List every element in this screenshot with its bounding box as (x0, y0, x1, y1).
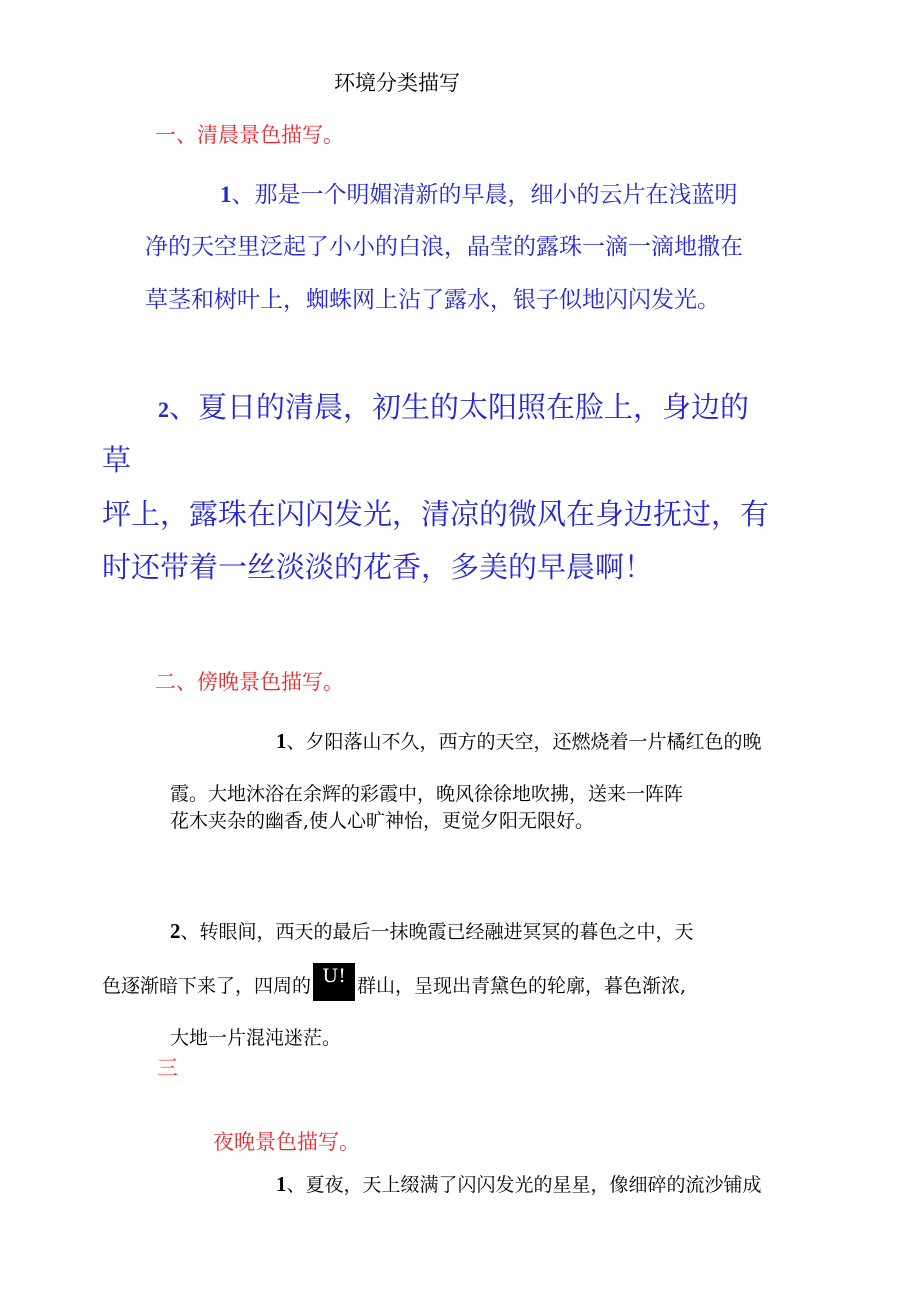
paragraph-text: 、转眼间，西天的最后一抹晚霞已经融进冥冥的暮色之中，天 (180, 921, 694, 943)
morning-p1-line-3: 草茎和树叶上，蜘蛛网上沾了露水，银子似地闪闪发光。 (145, 287, 720, 313)
paragraph-number: 1 (220, 182, 232, 207)
morning-p2-line-4: 时还带着一丝淡淡的花香，多美的早晨啊！ (102, 550, 654, 584)
evening-p1-line-3: 花木夹杂的幽香,使人心旷神怡，更觉夕阳无限好。 (170, 810, 595, 832)
morning-p2-line-3: 坪上，露珠在闪闪发光，清凉的微风在身边抚过，有 (102, 497, 770, 531)
section-heading-night: 夜晚景色描写。 (213, 1130, 360, 1154)
section-number-night: 三 (157, 1056, 178, 1080)
paragraph-text: 、夕阳落山不久，西方的天空，还燃烧着一片橘红色的晚 (286, 731, 762, 753)
night-p1-line-1 (276, 1174, 762, 1195)
evening-p2-line-2 (102, 965, 687, 1001)
evening-p2-line-1 (170, 921, 694, 942)
morning-p1-line-1 (220, 183, 738, 207)
morning-p1-line-2: 净的天空里泛起了小小的白浪，晶莹的露珠一滴一滴地撒在 (145, 234, 743, 260)
paragraph-number: 1 (276, 1172, 287, 1196)
paragraph-text: 群山，呈现出青黛色的轮廓，暮色渐浓, (357, 975, 687, 997)
morning-p2-line-1 (158, 390, 750, 424)
redaction-box: U! (313, 963, 355, 1001)
paragraph-text: 色逐渐暗下来了，四周的 (102, 975, 312, 997)
paragraph-text: 、夏日的清晨，初生的太阳照在脸上，身边的 (169, 390, 750, 424)
document-title: 环境分类描写 (334, 71, 460, 95)
morning-p2-line-2: 草 (102, 443, 132, 477)
paragraph-number: 2 (170, 919, 181, 943)
paragraph-number: 1 (276, 729, 287, 753)
evening-p1-line-1 (276, 731, 762, 752)
section-heading-morning: 一、清晨景色描写。 (155, 123, 344, 147)
evening-p2-line-3: 大地一片混沌迷茫。 (170, 1027, 342, 1049)
paragraph-text: 、夏夜，天上缀满了闪闪发光的星星，像细碎的流沙铺成 (286, 1174, 762, 1196)
section-heading-evening: 二、傍晚景色描写。 (155, 670, 344, 694)
paragraph-number: 2 (158, 397, 169, 422)
paragraph-text: 、那是一个明媚清新的早晨，细小的云片在浅蓝明 (231, 182, 738, 208)
evening-p1-line-2: 霞。大地沐浴在余辉的彩霞中，晚风徐徐地吹拂，送来一阵阵 (170, 783, 684, 805)
